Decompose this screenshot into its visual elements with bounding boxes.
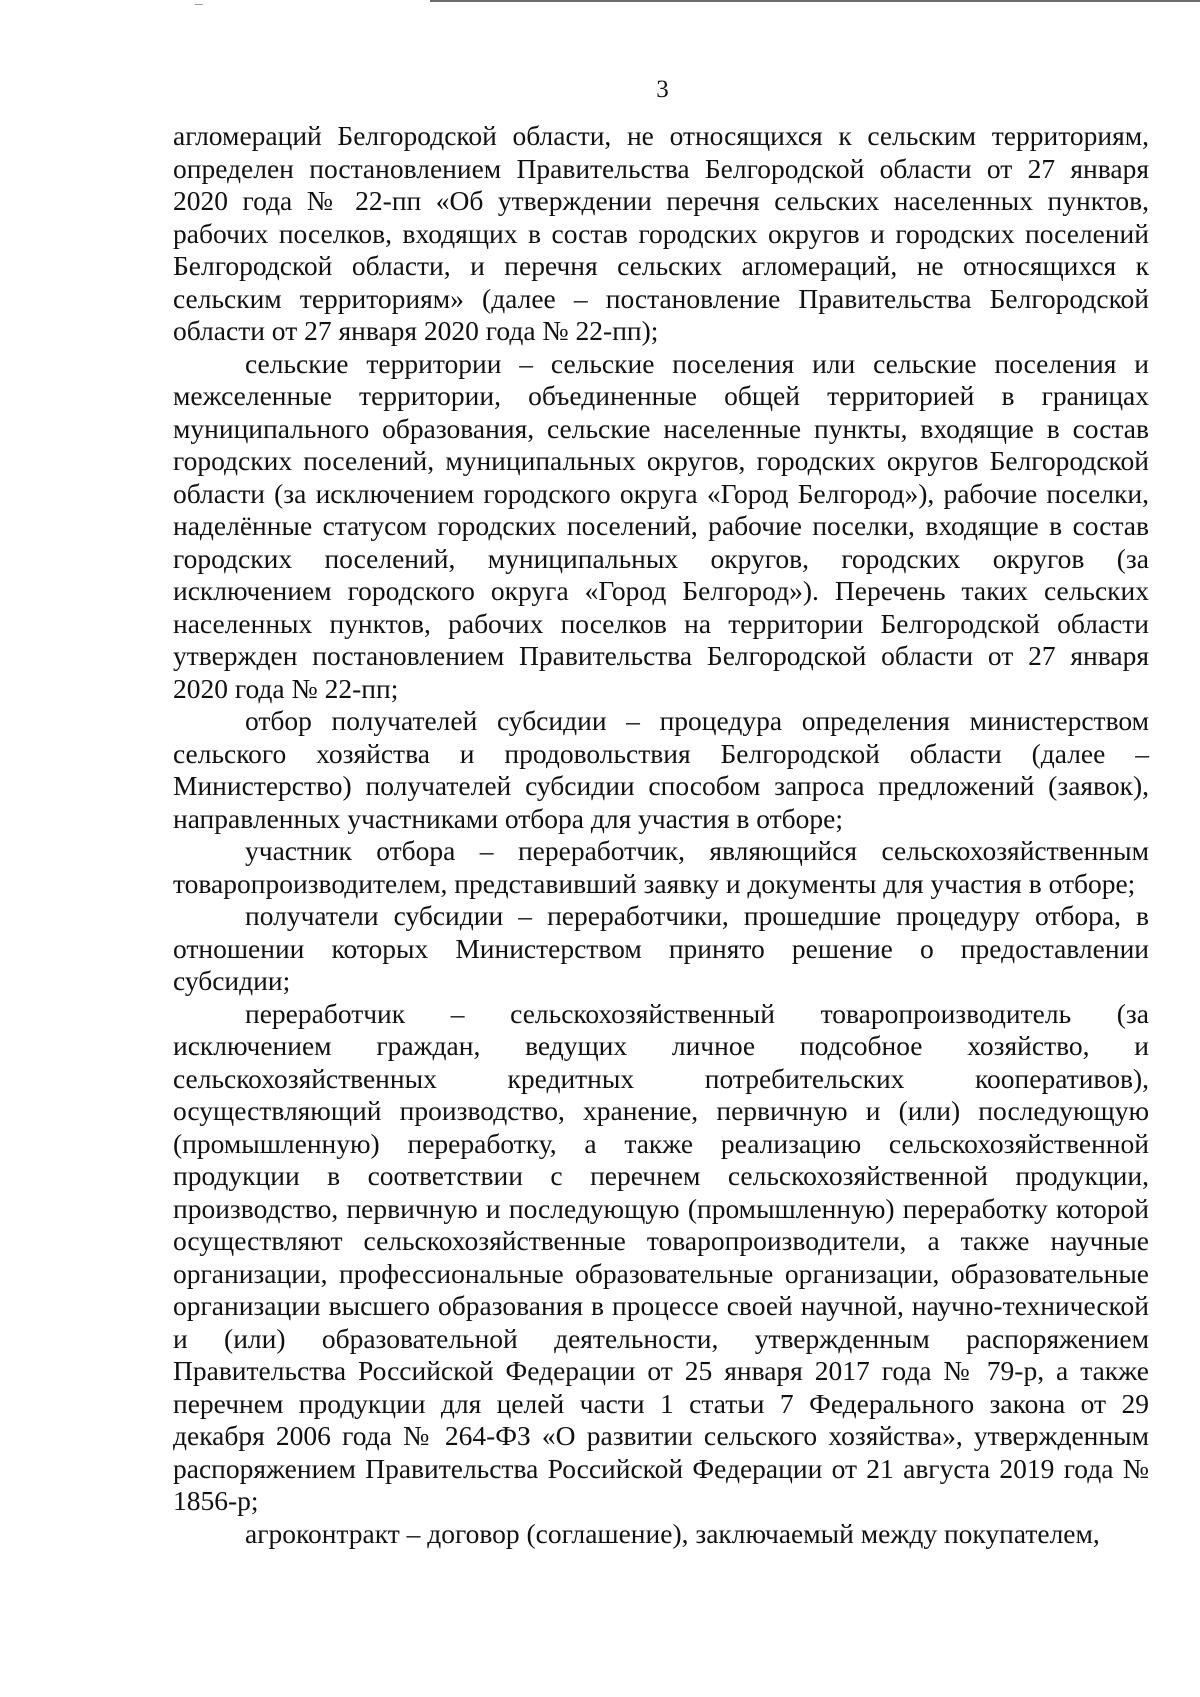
paragraph-processor: переработчик – сельскохозяйственный товаропроизводитель (за исключением граждан, ведущих личное подсобное хозяйство, и сельскохозяйственных кредитных потребительских кооперативов), осуществляющий производство, хранение, первичную и (или) последующую (промышленную) переработку, а также реализацию сельскохозяйственной продукции в соответствии с перечнем сельскохозяйственной продукции, производство, первичную и последующую (промышленную) переработку которой осуществляют сельскохозяйственные товаропроизводители, а также научные организации, профессиональные образовательные организации, образовательные организации высшего образования в процессе своей научной, научно-технической и (или) образовательной деятельности, утвержденным распоряжением Правительства Российской Федерации от 25 января 2017 года № 79-р, а также перечнем продукции для целей части 1 статьи 7 Федерального закона от 29 декабря 2006 года № 264-ФЗ «О развитии сельского хозяйства», утвержденным распоряжением Правительства Российской Федерации от 21 августа 2019 года № 1856-р;	[173, 997, 1149, 1516]
scan-mark	[195, 0, 206, 5]
scan-edge-line	[430, 0, 1200, 2]
page-number: 3	[656, 76, 669, 103]
paragraph-agglomerations: агломераций Белгородской области, не относящихся к сельским территориям, определен постановлением Правительства Белгородской области от 27 января 2020 года № 22-пп «Об утверждении перечня сельских населенных пунктов, рабочих поселков, входящих в состав городских округов и городских поселений Белгородской области, и перечня сельских агломераций, не относящихся к сельским территориям» (далее – постановление Правительства Белгородской области от 27 января 2020 года № 22-пп);	[173, 120, 1149, 346]
paragraph-rural-territories: сельские территории – сельские поселения или сельские поселения и межселенные территории, объединенные общей территорией в границах муниципального образования, сельские населенные пункты, входящие в состав городских поселений, муниципальных округов, городских округов Белгородской области (за исключением городского округа «Город Белгород»), рабочие поселки, наделённые статусом городских поселений, рабочие поселки, входящие в состав городских поселений, муниципальных округов, городских округов (за исключением городского округа «Город Белгород»). Перечень таких сельских населенных пунктов, рабочих поселков на территории Белгородской области утвержден постановлением Правительства Белгородской области от 27 января 2020 года № 22-пп;	[173, 347, 1149, 704]
paragraph-recipient-selection: отбор получателей субсидии – процедура определения министерством сельского хозяйства и продовольствия Белгородской области (далее – Министерство) получателей субсидии способом запроса предложений (заявок), направленных участниками отбора для участия в отборе;	[173, 705, 1149, 834]
document-body	[173, 120, 1149, 1550]
paragraph-subsidy-recipients: получатели субсидии – переработчики, прошедшие процедуру отбора, в отношении которых Министерством принято решение о предоставлении субсидии;	[173, 900, 1149, 996]
paragraph-agrocontract: агроконтракт – договор (соглашение), заключаемый между покупателем,	[245, 1517, 1100, 1549]
paragraph-selection-participant: участник отбора – переработчик, являющийся сельскохозяйственным товаропроизводителем, представивший заявку и документы для участия в отборе;	[173, 835, 1149, 899]
